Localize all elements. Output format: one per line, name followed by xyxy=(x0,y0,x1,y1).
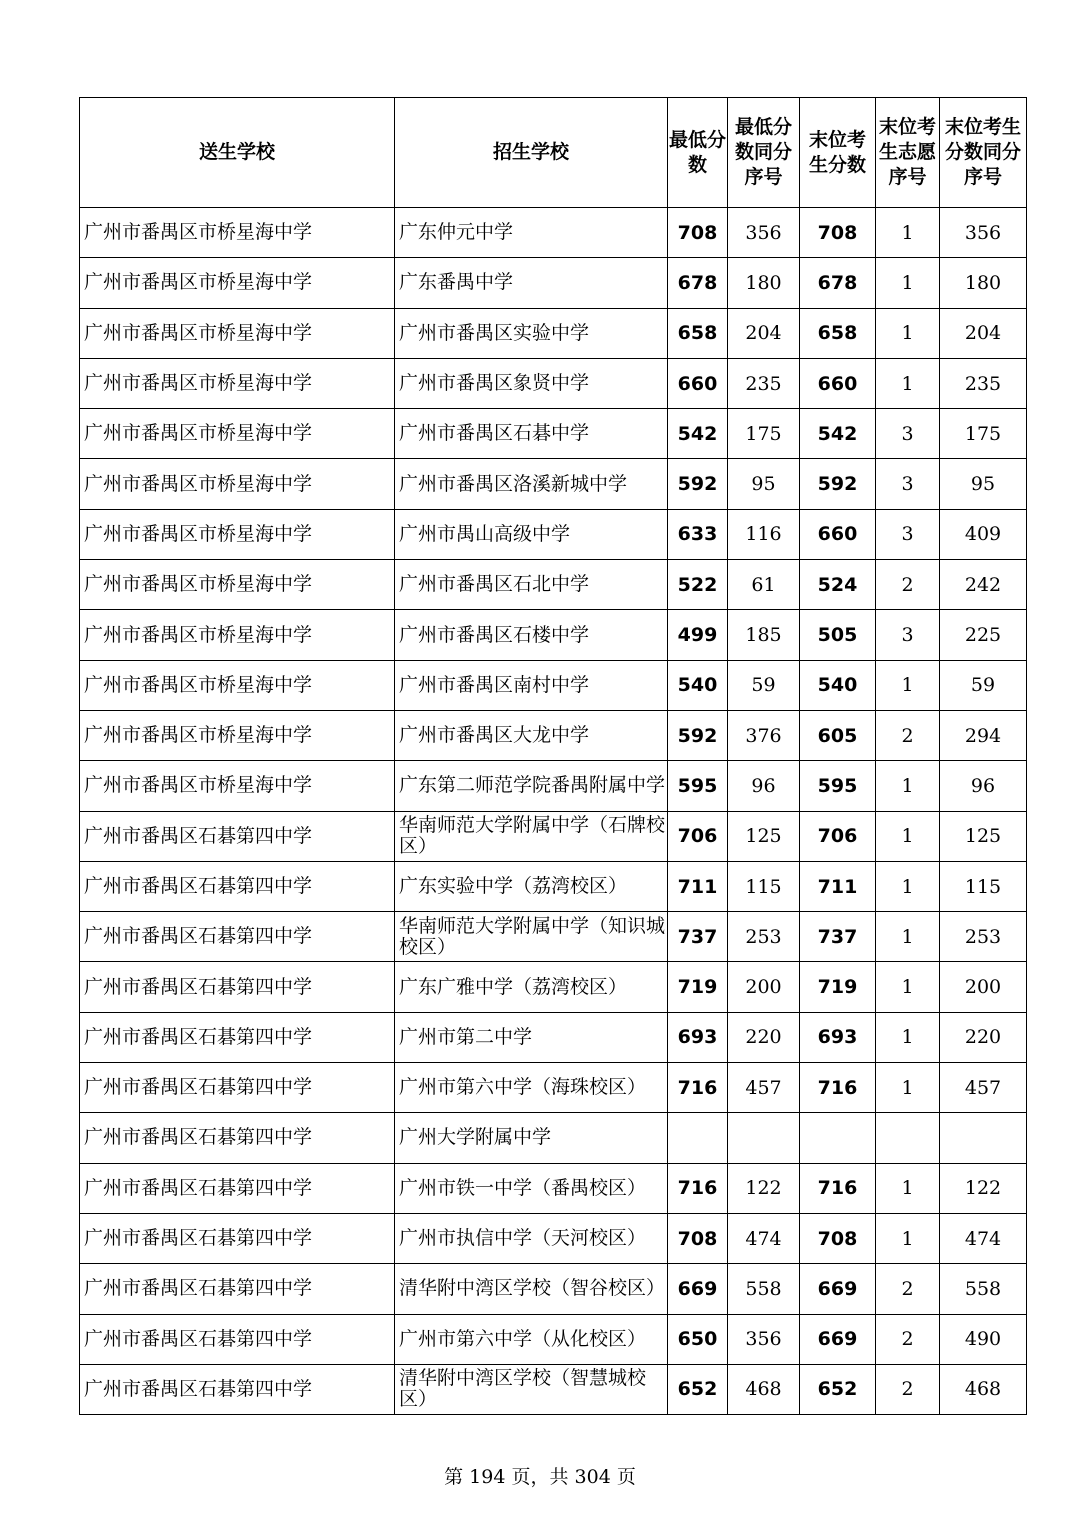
last-score-cell: 708 xyxy=(800,1213,876,1263)
last-choice-cell xyxy=(876,1113,940,1163)
last-score-rank-cell: 180 xyxy=(940,258,1027,308)
min-score-cell: 652 xyxy=(668,1364,728,1414)
min-score-rank-cell: 61 xyxy=(728,560,800,610)
min-score-rank-cell: 185 xyxy=(728,610,800,660)
min-score-rank-cell: 474 xyxy=(728,1213,800,1263)
admitting-school-cell: 广州市第二中学 xyxy=(395,1012,668,1062)
last-choice-cell: 2 xyxy=(876,1364,940,1414)
last-score-rank-cell: 253 xyxy=(940,912,1027,962)
table-row xyxy=(80,1012,1027,1062)
last-score-cell: 708 xyxy=(800,208,876,258)
last-choice-cell: 1 xyxy=(876,258,940,308)
min-score-cell xyxy=(668,1113,728,1163)
sending-school-cell: 广州市番禺区市桥星海中学 xyxy=(80,358,395,408)
table-row xyxy=(80,409,1027,459)
last-choice-cell: 1 xyxy=(876,962,940,1012)
last-score-rank-cell: 558 xyxy=(940,1264,1027,1314)
min-score-rank-cell: 356 xyxy=(728,208,800,258)
min-score-rank-cell: 253 xyxy=(728,912,800,962)
admitting-school-cell: 广东番禺中学 xyxy=(395,258,668,308)
table-row xyxy=(80,1364,1027,1414)
admitting-school-cell: 广州市番禺区洛溪新城中学 xyxy=(395,459,668,509)
table-row xyxy=(80,1113,1027,1163)
min-score-cell: 542 xyxy=(668,409,728,459)
last-score-rank-cell: 474 xyxy=(940,1213,1027,1263)
last-score-rank-cell: 220 xyxy=(940,1012,1027,1062)
last-choice-cell: 2 xyxy=(876,1314,940,1364)
last-choice-cell: 1 xyxy=(876,358,940,408)
last-score-cell: 505 xyxy=(800,610,876,660)
min-score-rank-cell xyxy=(728,1113,800,1163)
admitting-school-cell: 广州市第六中学（海珠校区） xyxy=(395,1063,668,1113)
last-choice-cell: 3 xyxy=(876,409,940,459)
min-score-cell: 669 xyxy=(668,1264,728,1314)
admitting-school-cell: 广州市第六中学（从化校区） xyxy=(395,1314,668,1364)
last-score-rank-cell: 356 xyxy=(940,208,1027,258)
min-score-rank-cell: 95 xyxy=(728,459,800,509)
admitting-school-cell: 清华附中湾区学校（智慧城校区） xyxy=(395,1364,668,1414)
sending-school-cell: 广州市番禺区石碁第四中学 xyxy=(80,1213,395,1263)
col-header-last-choice: 末位考生志愿序号 xyxy=(876,98,940,208)
last-choice-cell: 3 xyxy=(876,459,940,509)
sending-school-cell: 广州市番禺区市桥星海中学 xyxy=(80,509,395,559)
min-score-cell: 678 xyxy=(668,258,728,308)
sending-school-cell: 广州市番禺区市桥星海中学 xyxy=(80,710,395,760)
page-footer: 第 194 页，共 304 页 xyxy=(444,1466,636,1488)
admitting-school-cell: 华南师范大学附属中学（知识城校区） xyxy=(395,912,668,962)
min-score-cell: 708 xyxy=(668,208,728,258)
min-score-rank-cell: 180 xyxy=(728,258,800,308)
table-row xyxy=(80,710,1027,760)
sending-school-cell: 广州市番禺区市桥星海中学 xyxy=(80,560,395,610)
col-header-min-score-rank: 最低分数同分序号 xyxy=(728,98,800,208)
min-score-rank-cell: 116 xyxy=(728,509,800,559)
last-score-rank-cell: 175 xyxy=(940,409,1027,459)
admitting-school-cell: 广东仲元中学 xyxy=(395,208,668,258)
sending-school-cell: 广州市番禺区市桥星海中学 xyxy=(80,459,395,509)
last-score-rank-cell: 468 xyxy=(940,1364,1027,1414)
min-score-cell: 592 xyxy=(668,459,728,509)
min-score-cell: 706 xyxy=(668,811,728,861)
min-score-rank-cell: 376 xyxy=(728,710,800,760)
min-score-cell: 716 xyxy=(668,1063,728,1113)
last-score-cell: 592 xyxy=(800,459,876,509)
last-choice-cell: 1 xyxy=(876,1012,940,1062)
table-row xyxy=(80,811,1027,861)
last-score-rank-cell: 115 xyxy=(940,861,1027,911)
admission-table xyxy=(79,97,1027,1415)
last-score-rank-cell: 125 xyxy=(940,811,1027,861)
min-score-cell: 499 xyxy=(668,610,728,660)
min-score-cell: 708 xyxy=(668,1213,728,1263)
col-header-min-score: 最低分数 xyxy=(668,98,728,208)
table-row xyxy=(80,1264,1027,1314)
sending-school-cell: 广州市番禺区石碁第四中学 xyxy=(80,962,395,1012)
sending-school-cell: 广州市番禺区石碁第四中学 xyxy=(80,1063,395,1113)
last-score-rank-cell: 235 xyxy=(940,358,1027,408)
min-score-cell: 522 xyxy=(668,560,728,610)
table-row xyxy=(80,358,1027,408)
last-choice-cell: 1 xyxy=(876,208,940,258)
sending-school-cell: 广州市番禺区石碁第四中学 xyxy=(80,1314,395,1364)
last-score-cell: 540 xyxy=(800,660,876,710)
sending-school-cell: 广州市番禺区石碁第四中学 xyxy=(80,1364,395,1414)
admitting-school-cell: 广州市番禺区大龙中学 xyxy=(395,710,668,760)
last-score-rank-cell: 294 xyxy=(940,710,1027,760)
table-row xyxy=(80,560,1027,610)
admitting-school-cell: 华南师范大学附属中学（石牌校区） xyxy=(395,811,668,861)
min-score-cell: 716 xyxy=(668,1163,728,1213)
min-score-cell: 660 xyxy=(668,358,728,408)
min-score-rank-cell: 457 xyxy=(728,1063,800,1113)
last-choice-cell: 1 xyxy=(876,811,940,861)
sending-school-cell: 广州市番禺区石碁第四中学 xyxy=(80,1012,395,1062)
sending-school-cell: 广州市番禺区石碁第四中学 xyxy=(80,1113,395,1163)
last-score-cell: 716 xyxy=(800,1163,876,1213)
min-score-rank-cell: 175 xyxy=(728,409,800,459)
last-score-rank-cell: 490 xyxy=(940,1314,1027,1364)
min-score-rank-cell: 235 xyxy=(728,358,800,408)
last-score-cell: 605 xyxy=(800,710,876,760)
last-score-cell: 652 xyxy=(800,1364,876,1414)
min-score-cell: 650 xyxy=(668,1314,728,1364)
min-score-rank-cell: 468 xyxy=(728,1364,800,1414)
last-score-cell xyxy=(800,1113,876,1163)
sending-school-cell: 广州市番禺区石碁第四中学 xyxy=(80,861,395,911)
last-score-cell: 706 xyxy=(800,811,876,861)
min-score-rank-cell: 59 xyxy=(728,660,800,710)
min-score-rank-cell: 220 xyxy=(728,1012,800,1062)
sending-school-cell: 广州市番禺区市桥星海中学 xyxy=(80,409,395,459)
min-score-cell: 592 xyxy=(668,710,728,760)
last-score-rank-cell xyxy=(940,1113,1027,1163)
min-score-cell: 595 xyxy=(668,761,728,811)
min-score-rank-cell: 122 xyxy=(728,1163,800,1213)
admitting-school-cell: 广州市番禺区石楼中学 xyxy=(395,610,668,660)
admitting-school-cell: 广州市番禺区象贤中学 xyxy=(395,358,668,408)
table-row xyxy=(80,761,1027,811)
col-header-sending-school: 送生学校 xyxy=(80,98,395,208)
last-score-cell: 711 xyxy=(800,861,876,911)
last-score-cell: 669 xyxy=(800,1264,876,1314)
last-score-cell: 524 xyxy=(800,560,876,610)
last-score-cell: 693 xyxy=(800,1012,876,1062)
last-score-rank-cell: 409 xyxy=(940,509,1027,559)
min-score-cell: 737 xyxy=(668,912,728,962)
admitting-school-cell: 广州市铁一中学（番禺校区） xyxy=(395,1163,668,1213)
last-score-rank-cell: 225 xyxy=(940,610,1027,660)
last-score-cell: 678 xyxy=(800,258,876,308)
sending-school-cell: 广州市番禺区市桥星海中学 xyxy=(80,610,395,660)
min-score-cell: 658 xyxy=(668,308,728,358)
last-score-cell: 660 xyxy=(800,358,876,408)
last-score-rank-cell: 59 xyxy=(940,660,1027,710)
table-row xyxy=(80,258,1027,308)
last-score-cell: 660 xyxy=(800,509,876,559)
header-row xyxy=(80,98,1027,208)
last-score-rank-cell: 96 xyxy=(940,761,1027,811)
table-row xyxy=(80,1163,1027,1213)
last-score-rank-cell: 204 xyxy=(940,308,1027,358)
sending-school-cell: 广州市番禺区石碁第四中学 xyxy=(80,1264,395,1314)
col-header-last-score-rank: 末位考生分数同分序号 xyxy=(940,98,1027,208)
table-row xyxy=(80,962,1027,1012)
min-score-rank-cell: 115 xyxy=(728,861,800,911)
last-choice-cell: 1 xyxy=(876,1213,940,1263)
min-score-rank-cell: 96 xyxy=(728,761,800,811)
min-score-cell: 540 xyxy=(668,660,728,710)
sending-school-cell: 广州市番禺区市桥星海中学 xyxy=(80,660,395,710)
last-score-cell: 716 xyxy=(800,1063,876,1113)
table-row xyxy=(80,861,1027,911)
last-choice-cell: 1 xyxy=(876,761,940,811)
min-score-cell: 711 xyxy=(668,861,728,911)
admitting-school-cell: 广州市执信中学（天河校区） xyxy=(395,1213,668,1263)
last-score-cell: 658 xyxy=(800,308,876,358)
last-choice-cell: 2 xyxy=(876,1264,940,1314)
last-score-cell: 737 xyxy=(800,912,876,962)
table-row xyxy=(80,459,1027,509)
admitting-school-cell: 广东第二师范学院番禺附属中学 xyxy=(395,761,668,811)
admitting-school-cell: 广州市番禺区实验中学 xyxy=(395,308,668,358)
last-choice-cell: 3 xyxy=(876,509,940,559)
min-score-cell: 693 xyxy=(668,1012,728,1062)
admitting-school-cell: 广州大学附属中学 xyxy=(395,1113,668,1163)
sending-school-cell: 广州市番禺区市桥星海中学 xyxy=(80,208,395,258)
min-score-cell: 633 xyxy=(668,509,728,559)
last-choice-cell: 1 xyxy=(876,861,940,911)
last-choice-cell: 1 xyxy=(876,308,940,358)
table-row xyxy=(80,1213,1027,1263)
last-score-rank-cell: 200 xyxy=(940,962,1027,1012)
last-choice-cell: 1 xyxy=(876,1063,940,1113)
min-score-rank-cell: 356 xyxy=(728,1314,800,1364)
last-score-rank-cell: 95 xyxy=(940,459,1027,509)
last-score-cell: 719 xyxy=(800,962,876,1012)
last-score-cell: 595 xyxy=(800,761,876,811)
last-score-cell: 542 xyxy=(800,409,876,459)
admitting-school-cell: 广州市番禺区石北中学 xyxy=(395,560,668,610)
table-row xyxy=(80,208,1027,258)
min-score-rank-cell: 125 xyxy=(728,811,800,861)
table-row xyxy=(80,912,1027,962)
table-row xyxy=(80,1314,1027,1364)
admitting-school-cell: 广州市禺山高级中学 xyxy=(395,509,668,559)
sending-school-cell: 广州市番禺区市桥星海中学 xyxy=(80,761,395,811)
col-header-last-score: 末位考生分数 xyxy=(800,98,876,208)
table-row xyxy=(80,1063,1027,1113)
table-row xyxy=(80,509,1027,559)
table-row xyxy=(80,660,1027,710)
admitting-school-cell: 广州市番禺区南村中学 xyxy=(395,660,668,710)
last-choice-cell: 1 xyxy=(876,1163,940,1213)
last-score-rank-cell: 457 xyxy=(940,1063,1027,1113)
last-choice-cell: 1 xyxy=(876,660,940,710)
min-score-cell: 719 xyxy=(668,962,728,1012)
last-score-cell: 669 xyxy=(800,1314,876,1364)
sending-school-cell: 广州市番禺区石碁第四中学 xyxy=(80,1163,395,1213)
min-score-rank-cell: 558 xyxy=(728,1264,800,1314)
sending-school-cell: 广州市番禺区市桥星海中学 xyxy=(80,308,395,358)
last-score-rank-cell: 242 xyxy=(940,560,1027,610)
admitting-school-cell: 广东广雅中学（荔湾校区） xyxy=(395,962,668,1012)
last-score-rank-cell: 122 xyxy=(940,1163,1027,1213)
sending-school-cell: 广州市番禺区石碁第四中学 xyxy=(80,811,395,861)
min-score-rank-cell: 200 xyxy=(728,962,800,1012)
min-score-rank-cell: 204 xyxy=(728,308,800,358)
last-choice-cell: 2 xyxy=(876,710,940,760)
sending-school-cell: 广州市番禺区市桥星海中学 xyxy=(80,258,395,308)
last-choice-cell: 3 xyxy=(876,610,940,660)
admitting-school-cell: 清华附中湾区学校（智谷校区） xyxy=(395,1264,668,1314)
table-row xyxy=(80,308,1027,358)
admitting-school-cell: 广州市番禺区石碁中学 xyxy=(395,409,668,459)
table-row xyxy=(80,610,1027,660)
last-choice-cell: 1 xyxy=(876,912,940,962)
admitting-school-cell: 广东实验中学（荔湾校区） xyxy=(395,861,668,911)
col-header-admitting-school: 招生学校 xyxy=(395,98,668,208)
sending-school-cell: 广州市番禺区石碁第四中学 xyxy=(80,912,395,962)
last-choice-cell: 2 xyxy=(876,560,940,610)
